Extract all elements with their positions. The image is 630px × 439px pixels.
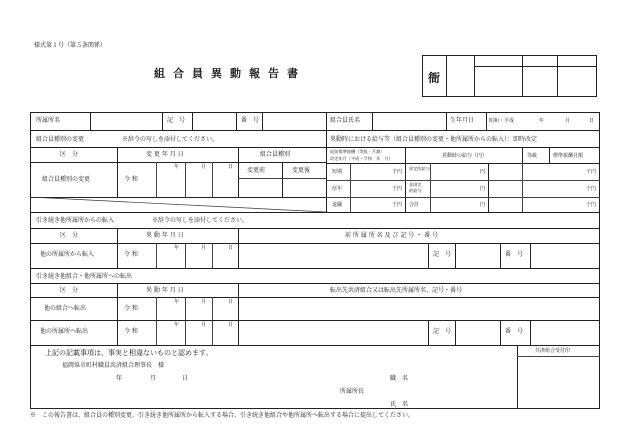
salary-row-retire: 退職 <box>332 202 343 208</box>
salary-row-pension: 厚年 <box>332 186 343 192</box>
cert-statement: 上記の記載事項は、事実と相違ないものと認めます。 <box>45 349 213 357</box>
code-label: 記 号 <box>167 117 186 124</box>
office-name-label: 所属所名 <box>36 117 61 124</box>
salary-row-short: 短期 <box>332 169 343 175</box>
dest-office-field[interactable] <box>239 321 427 344</box>
s1-after: 変更後 <box>292 167 311 174</box>
type-before-field[interactable] <box>239 179 281 196</box>
s1-day: 日 <box>228 164 234 170</box>
birth-year: 年 <box>539 118 545 124</box>
s1-year: 年 <box>174 164 180 170</box>
s2-code-field[interactable] <box>456 244 499 267</box>
salary-unit-2: 千円 <box>392 186 403 192</box>
stamp-label: 共済組合受付印 <box>535 348 571 354</box>
cert-month: 月 <box>150 375 157 382</box>
s3-row1-month: 月 <box>201 299 207 305</box>
total-label: 合計 <box>409 202 420 208</box>
s2-col-category: 区 分 <box>60 232 79 239</box>
cert-year: 年 <box>116 375 123 382</box>
s3-number-label: 番 号 <box>505 328 524 335</box>
yen-2: 円 <box>480 186 486 192</box>
non-fixed-label2: 的給与 <box>409 188 422 193</box>
member-name-label: 組合員氏名 <box>330 117 361 124</box>
cert-office-head: 所属所長 <box>340 388 365 395</box>
s3-row1-era: 令 和 <box>124 305 138 312</box>
salary-head: 異動時の給与（円） <box>442 153 488 159</box>
s3-code-field[interactable] <box>456 321 499 344</box>
birth-era: 昭和・平成 <box>489 118 515 124</box>
s3-row2-era: 令 和 <box>124 328 138 335</box>
number-label: 番 号 <box>241 117 260 124</box>
thousand-yen-3: 千円 <box>586 202 597 208</box>
footnote: ※ この報告書は、組合員の種別変更、引き続き他所属所から転入する場合、引き続き他組合や他所属所へ転出する場合に提出してください。 <box>30 412 415 419</box>
s2-number-field[interactable] <box>531 244 599 267</box>
s3-number-field[interactable] <box>531 321 599 344</box>
s1-month: 月 <box>201 164 207 170</box>
cert-addressee: 福岡県市町村職員共済組合理事長 様 <box>62 362 165 369</box>
dest-union-field[interactable] <box>239 298 599 319</box>
seal-mark: 衙 <box>428 71 441 85</box>
s2-year: 年 <box>174 245 180 251</box>
type-after-field[interactable] <box>283 179 325 196</box>
prev-office-field[interactable] <box>239 244 427 267</box>
monthly-head: 標準報酬月額 <box>553 153 584 159</box>
section1-title: 組合員種別の変更 <box>36 136 85 143</box>
s1-col-category: 区 分 <box>60 151 79 158</box>
s3-row1-day: 日 <box>228 299 234 305</box>
member-name-field[interactable] <box>373 113 445 129</box>
section2-note: ※辞令の写しを添付してください。 <box>152 217 249 224</box>
s2-row-label: 他の所属所から転入 <box>40 251 95 258</box>
s3-row1-label: 他の組合へ転出 <box>44 305 87 312</box>
s3-row2-day: 日 <box>228 322 234 328</box>
birth-date-label: 生年月日 <box>450 117 475 124</box>
cert-name: 氏 名 <box>390 401 409 408</box>
seal-box <box>422 55 597 97</box>
birth-month: 月 <box>565 118 571 124</box>
s1-col-date: 変 更 年 月 日 <box>146 151 184 158</box>
s1-row-label: 組合員種別の変更 <box>42 176 91 183</box>
s3-col-category: 区 分 <box>60 287 79 294</box>
s2-era: 令 和 <box>124 251 138 258</box>
s3-col-dest: 転出先共済組合又は転出先所属所名、記号・番号 <box>330 287 463 294</box>
s3-row2-label: 他の所属所へ転出 <box>40 328 89 335</box>
s1-col-type: 組合員種別 <box>260 151 291 158</box>
form-title: 組合員異動報告書 <box>154 67 306 80</box>
s3-code-label: 記 号 <box>433 328 452 335</box>
s2-col-prev: 前 所 属 所 名 及 び 記 号 ・ 番 号 <box>345 232 438 239</box>
thousand-yen-2: 千円 <box>586 186 597 192</box>
code-field[interactable] <box>193 113 235 129</box>
birth-day: 日 <box>589 118 595 124</box>
s1-diagonal-strike <box>30 197 326 212</box>
reception-stamp-area <box>518 357 599 408</box>
s3-row1-year: 年 <box>174 299 180 305</box>
section1-note: ※辞令の写しを添付してください。 <box>122 136 219 143</box>
number-field[interactable] <box>263 113 325 129</box>
yen-3: 円 <box>480 202 486 208</box>
s2-day: 日 <box>228 245 234 251</box>
s3-row2-year: 年 <box>174 322 180 328</box>
s2-number-label: 番 号 <box>505 251 524 258</box>
s3-col-date: 異 動 年 月 日 <box>146 287 184 294</box>
office-name-field[interactable] <box>91 113 161 129</box>
s3-row2-month: 月 <box>201 322 207 328</box>
cert-day: 日 <box>182 375 189 382</box>
s1-era: 令 和 <box>124 176 138 183</box>
thousand-yen-1: 千円 <box>586 169 597 175</box>
salary-standard-head2: 改定年月（平成・令和 年 月） <box>330 156 393 161</box>
section3-title: 引き続き他組合・他所属所への転出 <box>36 273 133 280</box>
form-number: 様式第１号（第５条関係） <box>34 42 107 49</box>
yen-1: 円 <box>480 169 486 175</box>
grade-head: 等級 <box>527 153 538 159</box>
s2-month: 月 <box>201 245 207 251</box>
cert-position: 職 名 <box>390 375 409 382</box>
non-fixed-label1: 非固定 <box>409 182 422 187</box>
s1-before: 変更前 <box>247 167 266 174</box>
salary-unit-1: 千円 <box>392 169 403 175</box>
s2-col-date: 異 動 年 月 日 <box>146 232 184 239</box>
salary-unit-3: 千円 <box>392 202 403 208</box>
salary-title: 異動時における給与等（組合員種別の変更・他所属所からの転入）：即時改定 <box>330 136 538 143</box>
section2-title: 引き続き他所属所からの転入 <box>36 217 115 224</box>
salary-standard-head1: 従前標準報酬（等級・月額） <box>330 149 385 154</box>
s2-code-label: 記 号 <box>433 251 452 258</box>
fixed-salary-label: 固定的給与 <box>409 166 430 171</box>
